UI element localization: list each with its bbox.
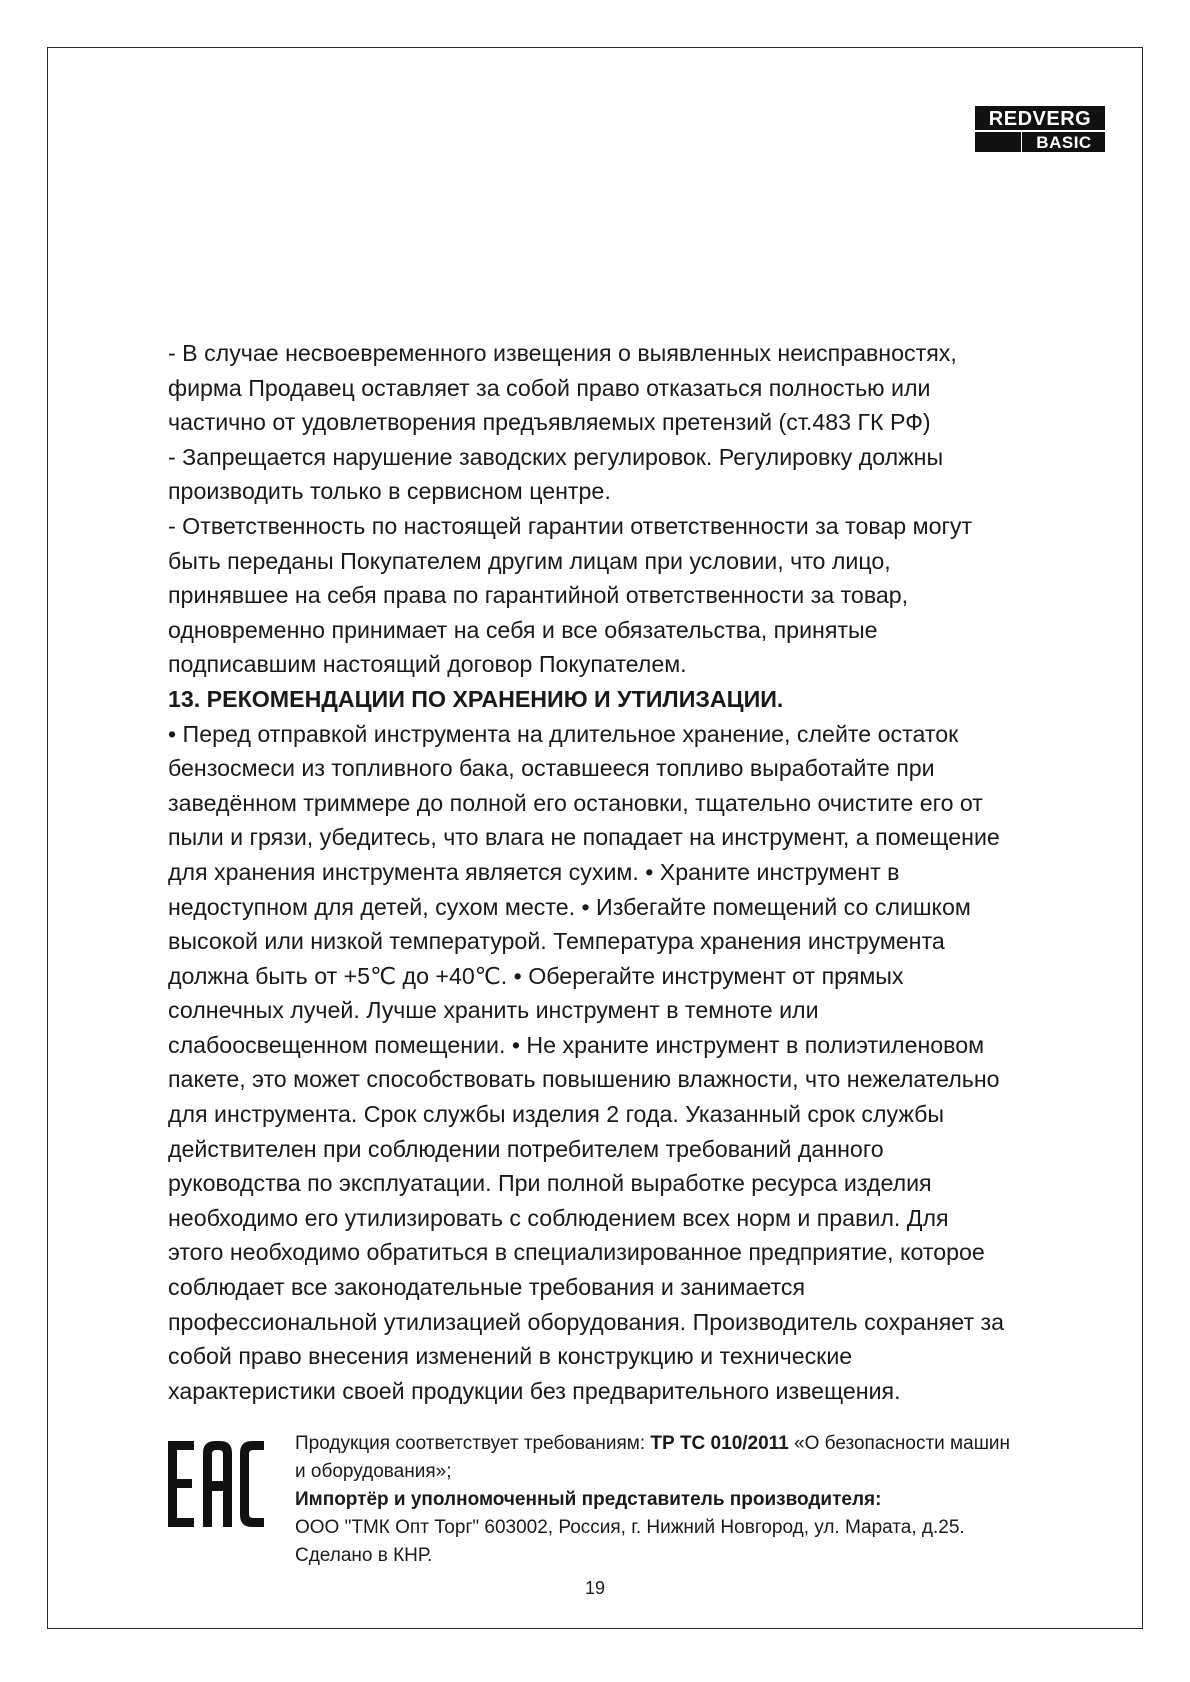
text-line: соблюдает все законодательные требования и занимается	[168, 1274, 806, 1301]
text-line: принявшее на себя права по гарантийной ответственности за товар,	[168, 582, 909, 609]
text-line: бензосмеси из топливного бака, оставшееся топливо выработайте при	[168, 755, 935, 782]
text-line: недоступном для детей, сухом месте. • Избегайте помещений со слишком	[168, 893, 971, 920]
importer-address: ООО "ТМК Опт Торг" 603002, Россия, г. Нижний Новгород, ул. Марата, д.25.	[295, 1517, 965, 1538]
text-line: одновременно принимает на себя и все обязательства, принятые	[168, 616, 878, 643]
compliance-suffix: «О безопасности машин	[788, 1433, 1011, 1454]
importer-label-text: Импортёр и уполномоченный представитель производителя:	[295, 1489, 882, 1510]
text-line: солнечных лучей. Лучше хранить инструмент в темноте или	[168, 997, 819, 1024]
main-content	[168, 336, 1103, 1408]
text-line: подписавшим настоящий договор Покупателем.	[168, 651, 687, 678]
text-line: фирма Продавец оставляет за собой право отказаться полностью или	[168, 374, 931, 401]
compliance-prefix: Продукция соответствует требованиям:	[295, 1433, 651, 1454]
text-line: частично от удовлетворения предъявляемых претензий (ст.483 ГК РФ)	[168, 409, 931, 436]
text-line: производить только в сервисном центре.	[168, 478, 611, 505]
importer-label	[295, 1486, 1125, 1514]
text-line: быть переданы Покупателем другим лицам при условии, что лицо,	[168, 547, 891, 574]
redverg-basic-logo	[974, 104, 1106, 156]
text-line: этого необходимо обратиться в специализированное предприятие, которое	[168, 1239, 985, 1266]
standard-code: ТР ТС 010/2011	[650, 1433, 789, 1454]
text-line: действителен при соблюдении потребителем требований данного	[168, 1135, 884, 1162]
text-line: профессиональной утилизацией оборудования. Производитель сохраняет за	[168, 1308, 1005, 1335]
text-line: слабоосвещенном помещении. • Не храните инструмент в полиэтиленовом	[168, 1031, 985, 1058]
compliance-line	[295, 1430, 1125, 1458]
text-line: для инструмента. Срок службы изделия 2 года. Указанный срок службы	[168, 1101, 945, 1128]
warranty-terms	[168, 336, 1103, 682]
text-line: пыли и грязи, убедитесь, что влага не попадает на инструмент, а помещение	[168, 824, 1000, 851]
page-number: 19	[584, 1578, 606, 1598]
text-line: характеристики своей продукции без предварительного извещения.	[168, 1377, 901, 1404]
certification-text	[295, 1430, 1125, 1570]
text-line: высокой или низкой температурой. Температура хранения инструмента	[168, 928, 945, 955]
text-line: необходимо его утилизировать с соблюдением всех норм и правил. Для	[168, 1204, 949, 1231]
certification-block	[166, 1430, 1126, 1580]
text-line: пакете, это может способствовать повышению влажности, что нежелательно	[168, 1066, 1000, 1093]
svg-text:BASIC: BASIC	[1036, 133, 1092, 152]
text-line: собой право внесения изменений в конструкцию и технические	[168, 1343, 853, 1370]
svg-text:REDVERG: REDVERG	[988, 108, 1092, 130]
text-line: заведённом триммере до полной его остановки, тщательно очистите его от	[168, 789, 983, 816]
text-line: - В случае несвоевременного извещения о выявленных неисправностях,	[168, 340, 957, 366]
text-line: - Запрещается нарушение заводских регулировок. Регулировку должны	[168, 443, 944, 470]
text-line: • Перед отправкой инструмента на длительное хранение, слейте остаток	[168, 720, 959, 747]
storage-recommendations	[168, 717, 1103, 1409]
section-heading: 13. РЕКОМЕНДАЦИИ ПО ХРАНЕНИЮ И УТИЛИЗАЦИИ.	[168, 685, 784, 712]
made-in: Сделано в КНР.	[295, 1545, 433, 1566]
eac-mark-icon	[166, 1433, 266, 1533]
text-line: должна быть от +5℃ до +40℃. • Оберегайте инструмент от прямых	[168, 962, 904, 989]
text-line: - Ответственность по настоящей гарантии ответственности за товар могут	[168, 512, 973, 539]
text-line: руководства по эксплуатации. При полной выработке ресурса изделия	[168, 1170, 932, 1197]
text-line: для хранения инструмента является сухим. • Храните инструмент в	[168, 858, 900, 885]
compliance-line-2: и оборудования»;	[295, 1461, 452, 1482]
